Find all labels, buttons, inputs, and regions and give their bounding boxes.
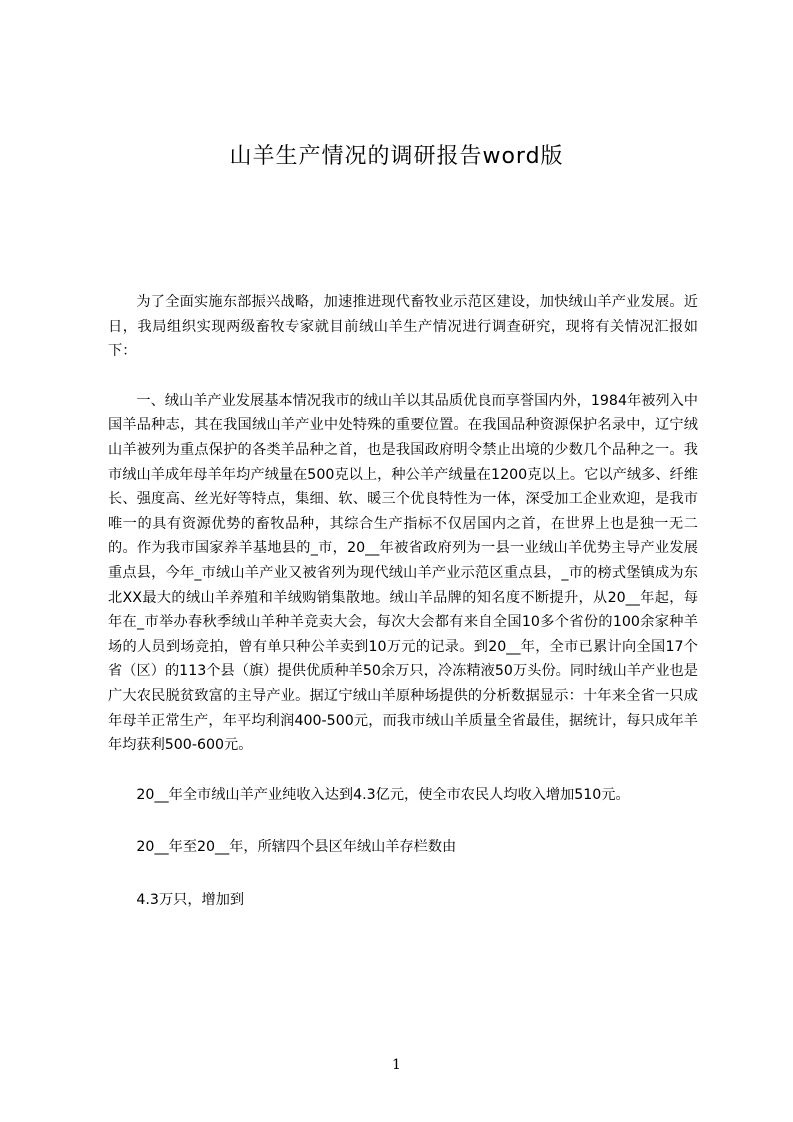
page-number: 1 xyxy=(392,1057,401,1073)
paragraph-industry-overview: 一、绒山羊产业发展基本情况我市的绒山羊以其品质优良而享誉国内外，1984年被列入中国羊品种志，其在我国绒山羊产业中处特殊的重要位置。在我国品种资源保护名录中，辽宁绒山羊被列为重点保护的各类羊品种之首，也是我国政府明令禁止出境的少数几个品种之一。我市绒山羊成年母羊年均产绒量在500克以上，种公羊产绒量在1200克以上。它以产绒多、纤维长、强度高、丝光好等特点，集细、软、暖三个优良特性为一体，深受加工企业欢迎，是我市唯一的具有资源优势的畜牧品种，其综合生产指标不仅居国内之首，在世界上也是独一无二的。作为我市国家养羊基地县的_市，20__年被省政府列为一县一业绒山羊优势主导产业发展重点县，今年_市绒山羊产业又被省列为现代绒山羊产业示范区重点县，_市的榜式堡镇成为东北XX最大的绒山羊养殖和羊绒购销集散地。绒山羊品牌的知名度不断提升，从20__年起，每年在_市举办春秋季绒山羊种羊竞卖大会，每次大会都有来自全国10多个省份的100余家种羊场的人员到场竞拍，曾有单只种公羊卖到10万元的记录。到20__年，全市已累计向全国17个省（区）的113个县（旗）提供优质种羊50余万只，冷冻精液50万头份。同时绒山羊产业也是广大农民脱贫致富的主导产业。据辽宁绒山羊原种场提供的分析数据显示：十年来全省一只成年母羊正常生产，年平均利润400-500元，而我市绒山羊质量全省最佳，据统计，每只成年羊年均获利500-600元。 xyxy=(108,392,698,754)
paragraph-intro: 为了全面实施东部振兴战略，加速推进现代畜牧业示范区建设，加快绒山羊产业发展。近日，我局组织实现两级畜牧专家就目前绒山羊生产情况进行调查研究，现将有关情况汇报如下： xyxy=(108,294,698,360)
document-title: 山羊生产情况的调研报告word版 xyxy=(229,144,564,169)
paragraph-increase: 4.3万只，增加到 xyxy=(136,891,245,908)
document-body xyxy=(108,290,698,912)
paragraph-income: 20__年全市绒山羊产业纯收入达到4.3亿元，使全市农民人均收入增加510元。 xyxy=(136,786,630,803)
paragraph-inventory: 20__年至20__年，所辖四个县区年绒山羊存栏数由 xyxy=(136,839,457,856)
